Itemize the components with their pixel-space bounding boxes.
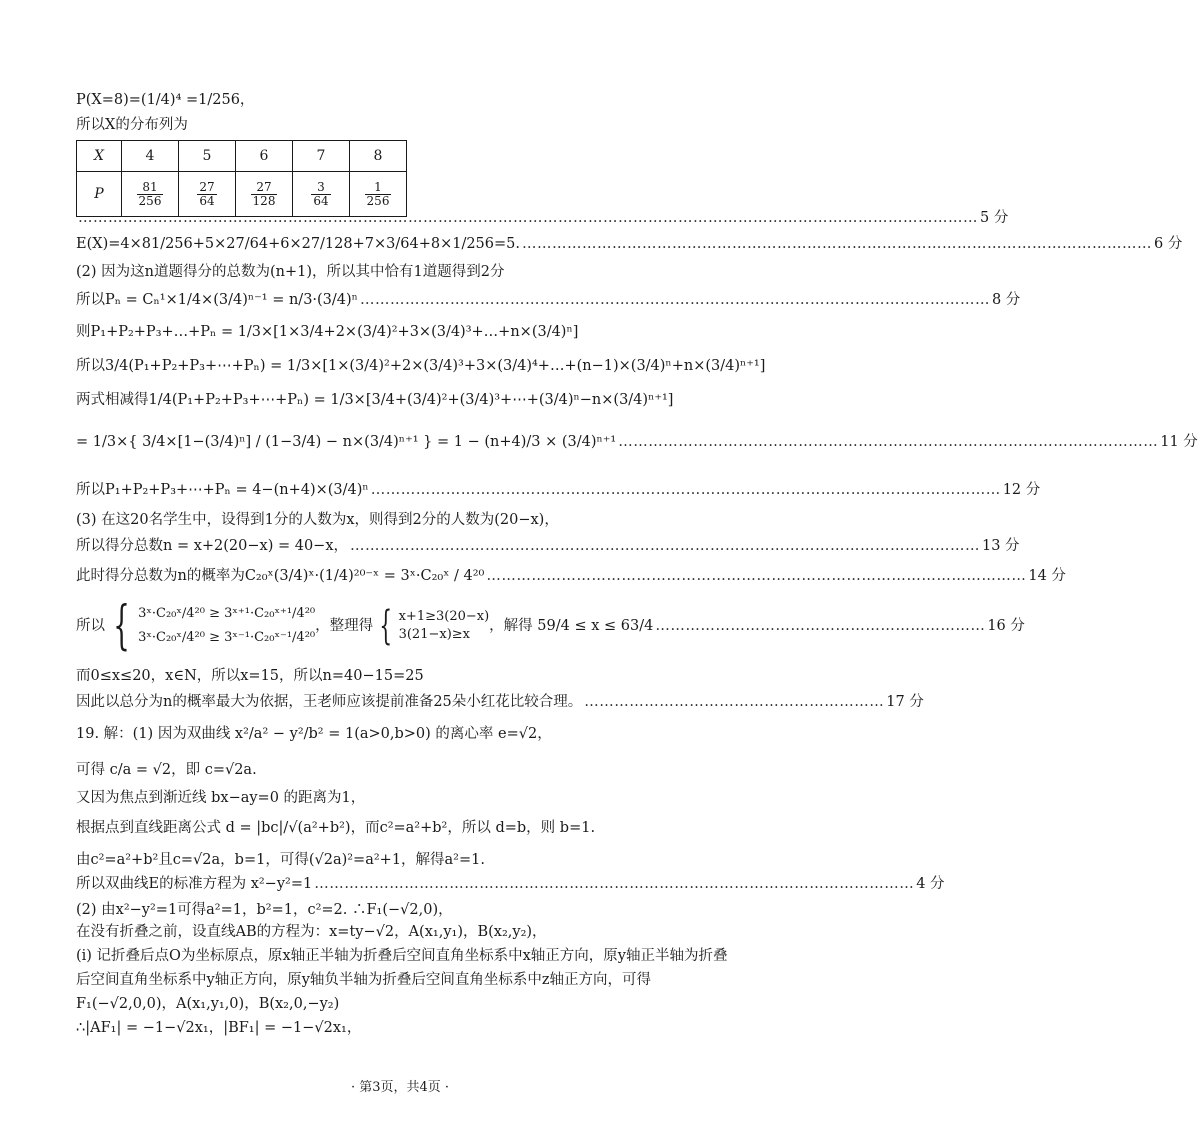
system-inequalities: x+1≥3(20−x) 3(21−x)≥x [398,609,490,642]
left-brace: { [113,596,130,656]
leader-dots: …………………………………………………… [584,694,885,710]
leader-dots: ………………………………………………………… [655,618,986,634]
subtract-line: 两式相减得1/4(P₁+P₂+P₃+⋯+Pₙ) = 1/3×[3/4+(3/4)²+(3/4)³+⋯+(3/4)ⁿ−n×(3/4)ⁿ⁺¹] [76,392,674,408]
table-p-cell: $\frac{3}{64}$ [293,172,350,217]
distance-line: 根据点到直线距离公式 d = |bc|/√(a²+b²)，而c²=a²+b²，所以 d=b，则 b=1. [76,820,596,836]
line-px8: P(X=8)=(1/4)⁴ =1/256， [76,92,255,108]
fold1-line: (i) 记折叠后点O为坐标原点，原x轴正半轴为折叠后空间直角坐标系中x轴正方向，原y轴正半轴为折叠 [76,948,728,964]
score-line-5: ……………………………………………………………………………………………………………………………………………………………… 5 分 [78,210,1009,226]
table-p-cell: $\frac{27}{128}$ [236,172,293,217]
ca-line: 可得 c/a = √2，即 c=√2a. [76,762,257,778]
coords-line: F₁(−√2,0,0)，A(x₁,y₁,0)，B(x₂,0,−y₂) [76,996,340,1012]
table-x-cell: 4 [122,141,179,172]
sum2-line: 所以3/4(P₁+P₂+P₃+⋯+Pₙ) = 1/3×[1×(3/4)²+2×(3/4)³+3×(3/4)⁴+…+(n−1)×(3/4)ⁿ+n×(3/4)ⁿ⁺¹] [76,358,766,374]
part19-2-line: (2) 由x²−y²=1可得a²=1，b²=1，c²=2. ∴F₁(−√2,0)， [76,902,453,918]
focus-line: 又因为焦点到渐近线 bx−ay=0 的距离为1， [76,790,366,806]
prob14-line: 此时得分总数为n的概率为C₂₀ˣ(3/4)ˣ·(1/4)²⁰⁻ˣ = 3ˣ·C₂₀ˣ / 4²⁰ ……………………………………………………………………………………………… 14 分 [76,568,1066,584]
leader-dots: ……………………………………………………………………………………………………………… [350,538,980,554]
table-x-cell: 6 [236,141,293,172]
part3-intro: (3) 在这20名学生中，设得到1分的人数为x，则得到2分的人数为(20−x)， [76,512,559,528]
solve-line: 由c²=a²+b²且c=√2a，b=1，可得(√2a)²=a²+1，解得a²=1. [76,852,485,868]
table-p-cell: $\frac{27}{64}$ [179,172,236,217]
leader-dots: ……………………………………………………………………………………………………………… [359,292,990,308]
system-equations: 3ˣ·C₂₀ˣ/4²⁰ ≥ 3ˣ⁺¹·C₂₀ˣ⁺¹/4²⁰ 3ˣ·C₂₀ˣ/4²⁰ ≥ 3ˣ⁻¹·C₂₀ˣ⁻¹/4²⁰ [138,606,316,645]
leader-dots: ……………………………………………………………………………………………………………………………………………………………… [78,210,978,226]
conclusion-line: 因此以总分为n的概率最大为依据，王老师应该提前准备25朵小红花比较合理。 …………………………………………………… 17 分 [76,694,924,710]
eq11-line: = 1/3×{ 3/4×[1−(3/4)ⁿ] / (1−3/4) − n×(3/4)ⁿ⁺¹ } = 1 − (n+4)/3 × (3/4)ⁿ⁺¹ ……………………………………………………………………………………………… 11 分 [76,434,1198,450]
table-x-cell: 8 [350,141,407,172]
q19-line: 19. 解：(1) 因为双曲线 x²/a² − y²/b² = 1(a>0,b>0) 的离心率 e=√2， [76,726,552,742]
table-x-cell: 7 [293,141,350,172]
table-p-cell: $\frac{1}{256}$ [350,172,407,217]
pn-line: 所以Pₙ = Cₙ¹×1/4×(3/4)ⁿ⁻¹ = n/3·(3/4)ⁿ ……………………………………………………………………………………………………………… 8 分 [76,292,1021,308]
result12-line: 所以P₁+P₂+P₃+⋯+Pₙ = 4−(n+4)×(3/4)ⁿ ……………………………………………………………………………………………………………… 12 分 [76,482,1041,498]
af-line: ∴|AF₁| = −1−√2x₁，|BF₁| = −1−√2x₁， [76,1020,362,1036]
table-p-cell: $\frac{81}{256}$ [122,172,179,217]
leader-dots: ………………………………………………………………………………………………………… [314,876,915,892]
standard-eq-line: 所以双曲线E的标准方程为 x²−y²=1 ………………………………………………………………………………………………………… 4 分 [76,876,945,892]
line-distribution-label: 所以X的分布列为 [76,117,188,133]
expectation-line: E(X)=4×81/256+5×27/64+6×27/128+7×3/64+8×1/256=5. ……………………………………………………………………………………………………………… 6 分 [76,236,1183,252]
line-ab-line: 在没有折叠之前，设直线AB的方程为：x=ty−√2，A(x₁,y₁)，B(x₂,y₂)， [76,924,547,940]
leader-dots: ……………………………………………………………………………………………………………… [522,236,1152,252]
table-header-x: X [77,141,122,172]
left-brace: { [379,603,393,649]
part2-intro: (2) 因为这n道题得分的总数为(n+1)，所以其中恰有1道题得到2分 [76,264,505,280]
range-line: 而0≤x≤20，x∈N，所以x=15，所以n=40−15=25 [76,668,424,684]
distribution-table [76,140,407,217]
page-footer: · 第3页，共4页 · [350,1080,450,1095]
leader-dots: ……………………………………………………………………………………………………………… [370,482,1001,498]
n13-line: 所以得分总数n = x+2(20−x) = 40−x， ……………………………………………………………………………………………………………… 13 分 [76,538,1020,554]
table-x-cell: 5 [179,141,236,172]
system-line: 所以 { 3ˣ·C₂₀ˣ/4²⁰ ≥ 3ˣ⁺¹·C₂₀ˣ⁺¹/4²⁰ 3ˣ·C₂₀ˣ/4²⁰ ≥ 3ˣ⁻¹·C₂₀ˣ⁻¹/4²⁰ ，整理得 { x+1≥3(20−x) 3(21−x)≥x ，解得 59/4 ≤ x ≤ 63/4 ………………………………………………………… 16 分 [76,596,1025,656]
leader-dots: ……………………………………………………………………………………………… [618,434,1159,450]
table-header-p: P [77,172,122,217]
sum-line: 则P₁+P₂+P₃+…+Pₙ = 1/3×[1×3/4+2×(3/4)²+3×(3/4)³+…+n×(3/4)ⁿ] [76,324,579,340]
fold2-line: 后空间直角坐标系中y轴正方向，原y轴负半轴为折叠后空间直角坐标系中z轴正方向，可得 [76,972,652,988]
leader-dots: ……………………………………………………………………………………………… [486,568,1027,584]
